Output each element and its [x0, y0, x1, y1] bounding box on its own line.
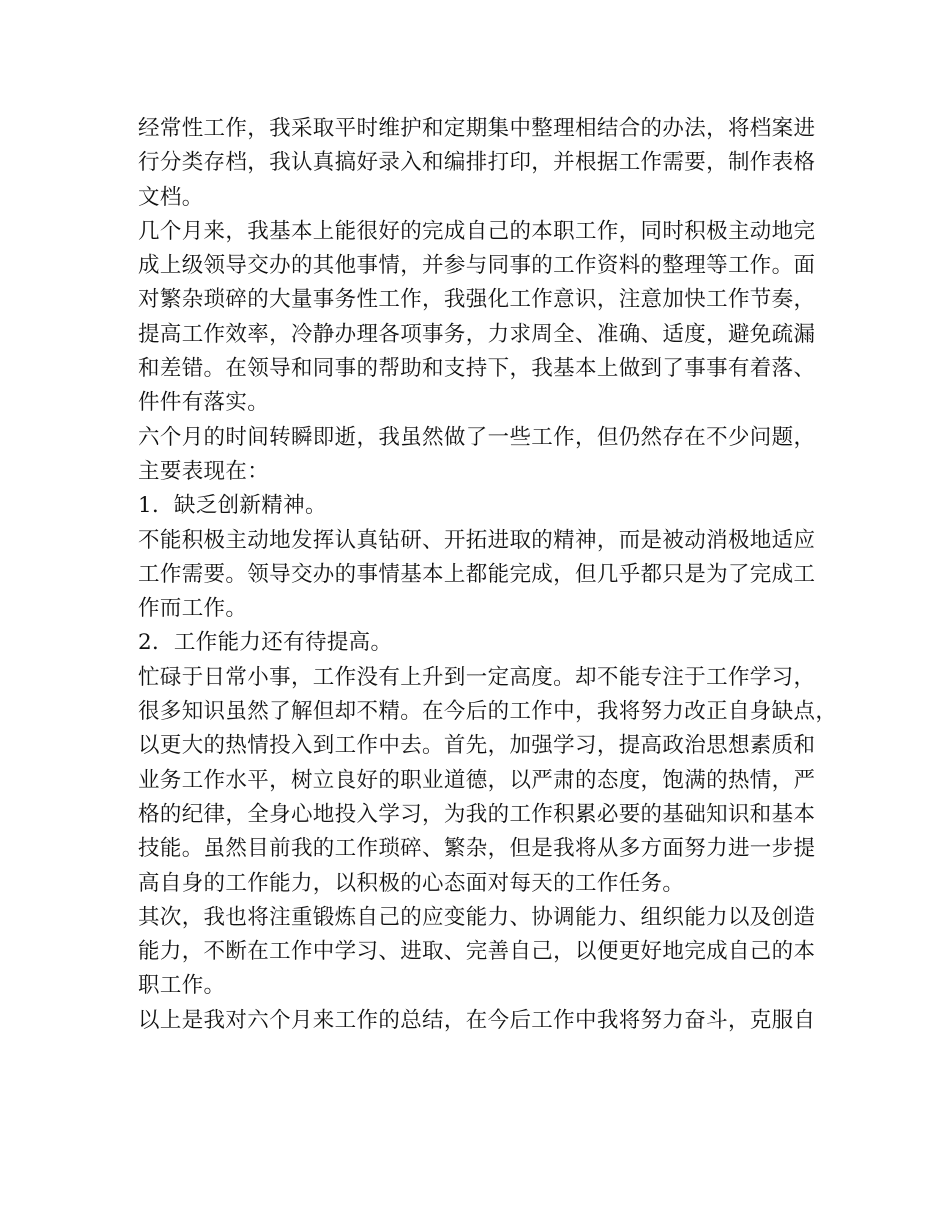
text-line: 能力，不断在工作中学习、进取、完善自己，以便更好地完成自己的本: [138, 939, 816, 965]
text-line: 对繁杂琐碎的大量事务性工作，我强化工作意识，注意加快工作节奏，: [138, 287, 816, 313]
text-line: 工作需要。领导交办的事情基本上都能完成，但几乎都只是为了完成工: [138, 561, 816, 587]
text-line: 技能。虽然目前我的工作琐碎、繁杂，但是我将从多方面努力进一步提: [138, 836, 816, 862]
text-line: 六个月的时间转瞬即逝，我虽然做了一些工作，但仍然存在不少问题，: [138, 424, 816, 450]
text-line: 和差错。在领导和同事的帮助和支持下，我基本上做到了事事有着落、: [138, 356, 816, 382]
text-line: 其次，我也将注重锻炼自己的应变能力、协调能力、组织能力以及创造: [138, 904, 816, 930]
text-line: 高自身的工作能力，以积极的心态面对每天的工作任务。: [138, 870, 685, 896]
text-line: 作而工作。: [138, 596, 248, 622]
text-line: 以上是我对六个月来工作的总结，在今后工作中我将努力奋斗，克服自: [138, 1007, 816, 1033]
text-line: 职工作。: [138, 973, 226, 999]
text-line: 文档。: [138, 184, 204, 210]
text-line: 成上级领导交办的其他事情，并参与同事的工作资料的整理等工作。面: [138, 253, 816, 279]
text-line: 主要表现在：: [138, 458, 270, 484]
text-line: 忙碌于日常小事，工作没有上升到一定高度。却不能专注于工作学习，: [138, 664, 816, 690]
list-heading: 2．工作能力还有待提高。: [138, 630, 393, 656]
text-line: 以更大的热情投入到工作中去。首先，加强学习，提高政治思想素质和: [138, 733, 816, 759]
document-body: [138, 112, 838, 1038]
text-line: 不能积极主动地发挥认真钻研、开拓进取的精神，而是被动消极地适应: [138, 527, 816, 553]
text-line: 件件有落实。: [138, 390, 270, 416]
text-line: 几个月来，我基本上能很好的完成自己的本职工作，同时积极主动地完: [138, 218, 816, 244]
text-line: 行分类存档，我认真搞好录入和编排打印，并根据工作需要，制作表格: [138, 150, 816, 176]
list-heading: 1．缺乏创新精神。: [138, 493, 327, 519]
text-line: 提高工作效率，冷静办理各项事务，力求周全、准确、适度，避免疏漏: [138, 321, 816, 347]
text-line: 经常性工作，我采取平时维护和定期集中整理相结合的办法，将档案进: [138, 116, 816, 141]
text-line: 很多知识虽然了解但却不精。在今后的工作中，我将努力改正自身缺点，: [138, 699, 838, 725]
text-line: 格的纪律，全身心地投入学习，为我的工作积累必要的基础知识和基本: [138, 801, 816, 827]
text-line: 业务工作水平，树立良好的职业道德，以严肃的态度，饱满的热情，严: [138, 767, 816, 793]
